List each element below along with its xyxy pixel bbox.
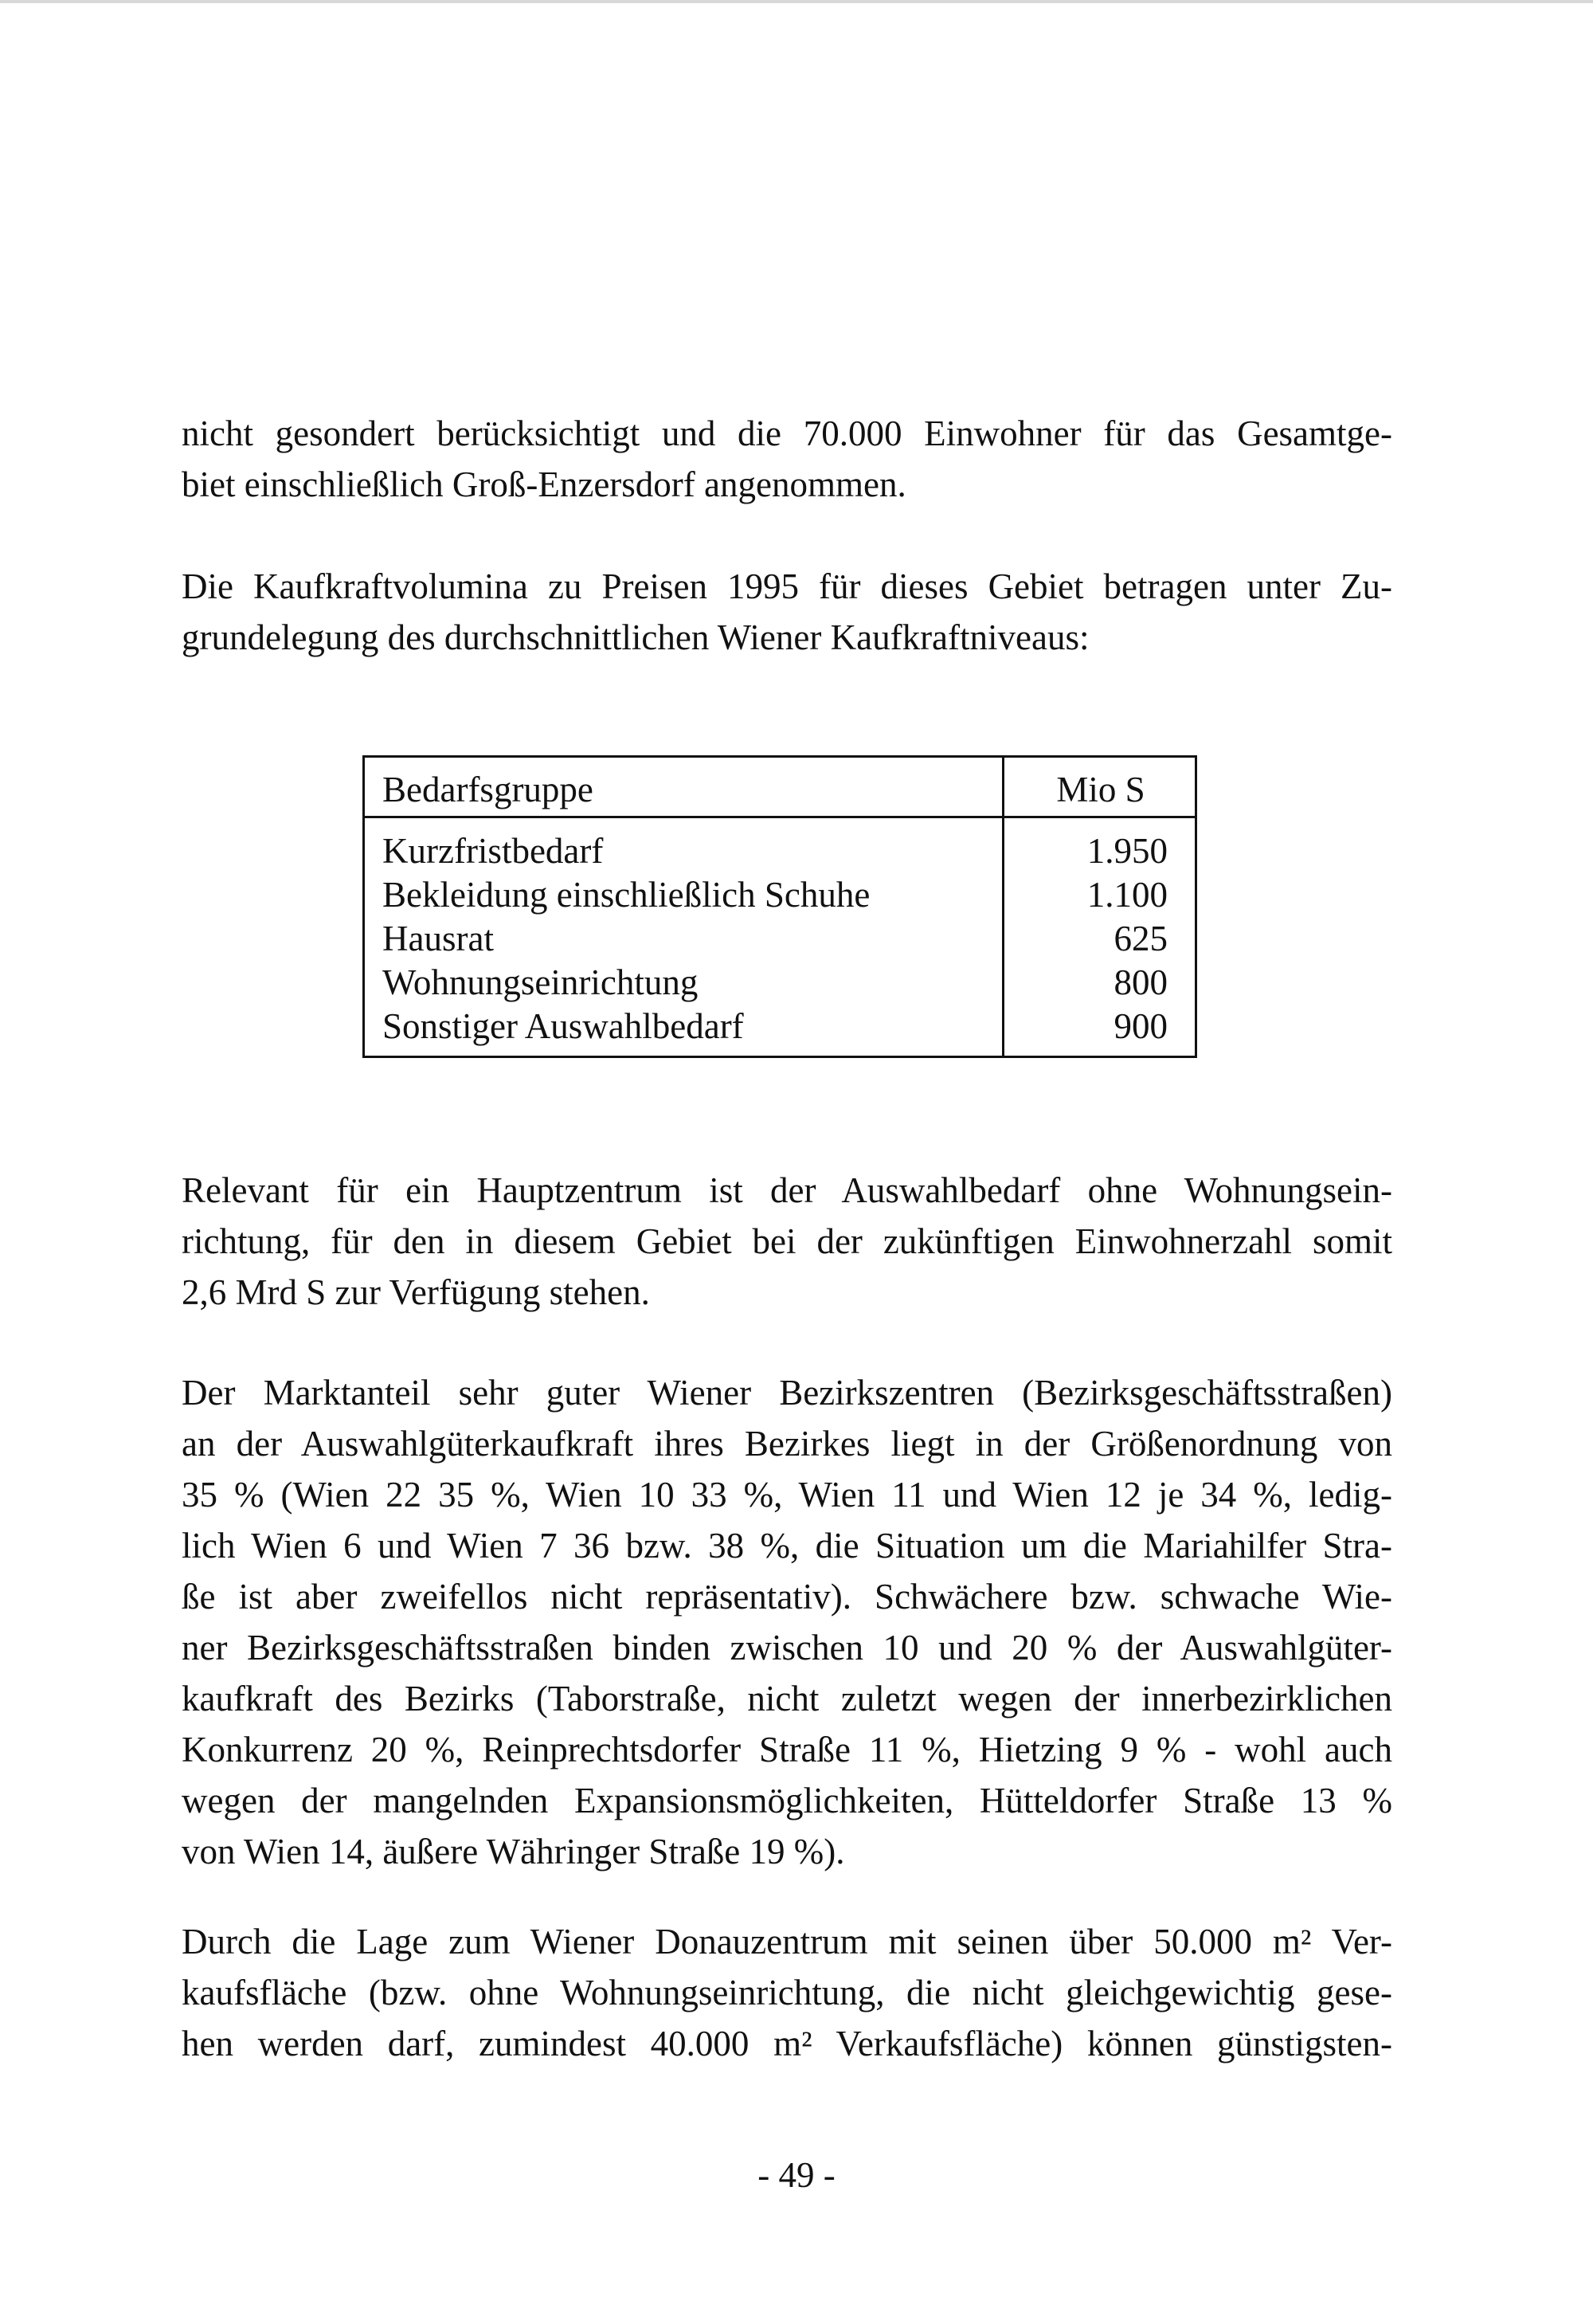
text-line: hen werden darf, zumindest 40.000 m² Verkaufsfläche) können günstigsten- [182,2024,1392,2063]
text-line: 2,6 Mrd S zur Verfügung stehen. [182,1272,650,1312]
text-line: Konkurrenz 20 %, Reinprechtsdorfer Straße 11 %, Hietzing 9 % - wohl auch [182,1730,1392,1769]
table-row [365,1005,1195,1048]
text-line: Der Marktanteil sehr guter Wiener Bezirkszentren (Bezirksgeschäftsstraßen) [182,1373,1392,1413]
table-row [365,961,1195,1005]
row-value: 625 [1114,919,1168,958]
paragraph-5 [182,1916,1392,2069]
text-line: lich Wien 6 und Wien 7 36 bzw. 38 %, die Situation um die Mariahilfer Stra- [182,1526,1392,1566]
text-line: biet einschließlich Groß-Enzersdorf angenommen. [182,464,906,504]
text-line: von Wien 14, äußere Währinger Straße 19 %). [182,1832,845,1871]
text-line: an der Auswahlgüterkaufkraft ihres Bezirkes liegt in der Größenordnung von [182,1424,1392,1464]
table-body [365,829,1195,1048]
row-value: 1.100 [1086,875,1168,915]
text-line: richtung, für den in diesem Gebiet bei der zukünftigen Einwohnerzahl somit [182,1221,1392,1261]
text-line: Die Kaufkraftvolumina zu Preisen 1995 für dieses Gebiet betragen unter Zu- [182,566,1392,606]
text-line: Durch die Lage zum Wiener Donauzentrum mit seinen über 50.000 m² Ver- [182,1922,1392,1961]
row-label: Kurzfristbedarf [382,831,604,871]
table-row [365,829,1195,873]
row-value: 800 [1114,962,1168,1002]
table-header-label: Bedarfsgruppe [382,770,593,809]
paragraph-2 [182,561,1392,663]
text-line: kaufsfläche (bzw. ohne Wohnungseinrichtung, die nicht gleichgewichtig gese- [182,1973,1392,2012]
text-line: nicht gesondert berücksichtigt und die 70.000 Einwohner für das Gesamtge- [182,413,1392,453]
table-header [365,758,1195,818]
text-line: grundelegung des durchschnittlichen Wiener Kaufkraftniveaus: [182,617,1090,657]
paragraph-1 [182,408,1392,510]
text-line: ße ist aber zweifellos nicht repräsentativ). Schwächere bzw. schwache Wie- [182,1577,1392,1617]
row-value: 900 [1114,1006,1168,1046]
row-label: Hausrat [382,919,494,958]
text-line: wegen der mangelnden Expansionsmöglichkeiten, Hütteldorfer Straße 13 % [182,1781,1392,1820]
text-line: ner Bezirksgeschäftsstraßen binden zwischen 10 und 20 % der Auswahlgüter- [182,1628,1392,1668]
paragraph-4 [182,1367,1392,1877]
page-number: - 49 - [757,2155,836,2195]
text-line: Relevant für ein Hauptzentrum ist der Auswahlbedarf ohne Wohnungsein- [182,1170,1392,1210]
row-value: 1.950 [1086,831,1168,871]
row-label: Wohnungseinrichtung [382,962,699,1002]
paragraph-3 [182,1165,1392,1318]
purchasing-power-table [362,755,1197,1058]
table-row [365,917,1195,961]
table-row [365,873,1195,917]
text-line: kaufkraft des Bezirks (Taborstraße, nicht zuletzt wegen der innerbezirklichen [182,1679,1392,1719]
row-label: Bekleidung einschließlich Schuhe [382,875,871,915]
table-header-value: Mio S [1056,770,1145,809]
row-label: Sonstiger Auswahlbedarf [382,1006,744,1046]
page-edge [0,0,1593,3]
text-line: 35 % (Wien 22 35 %, Wien 10 33 %, Wien 11 und Wien 12 je 34 %, ledig- [182,1475,1392,1515]
